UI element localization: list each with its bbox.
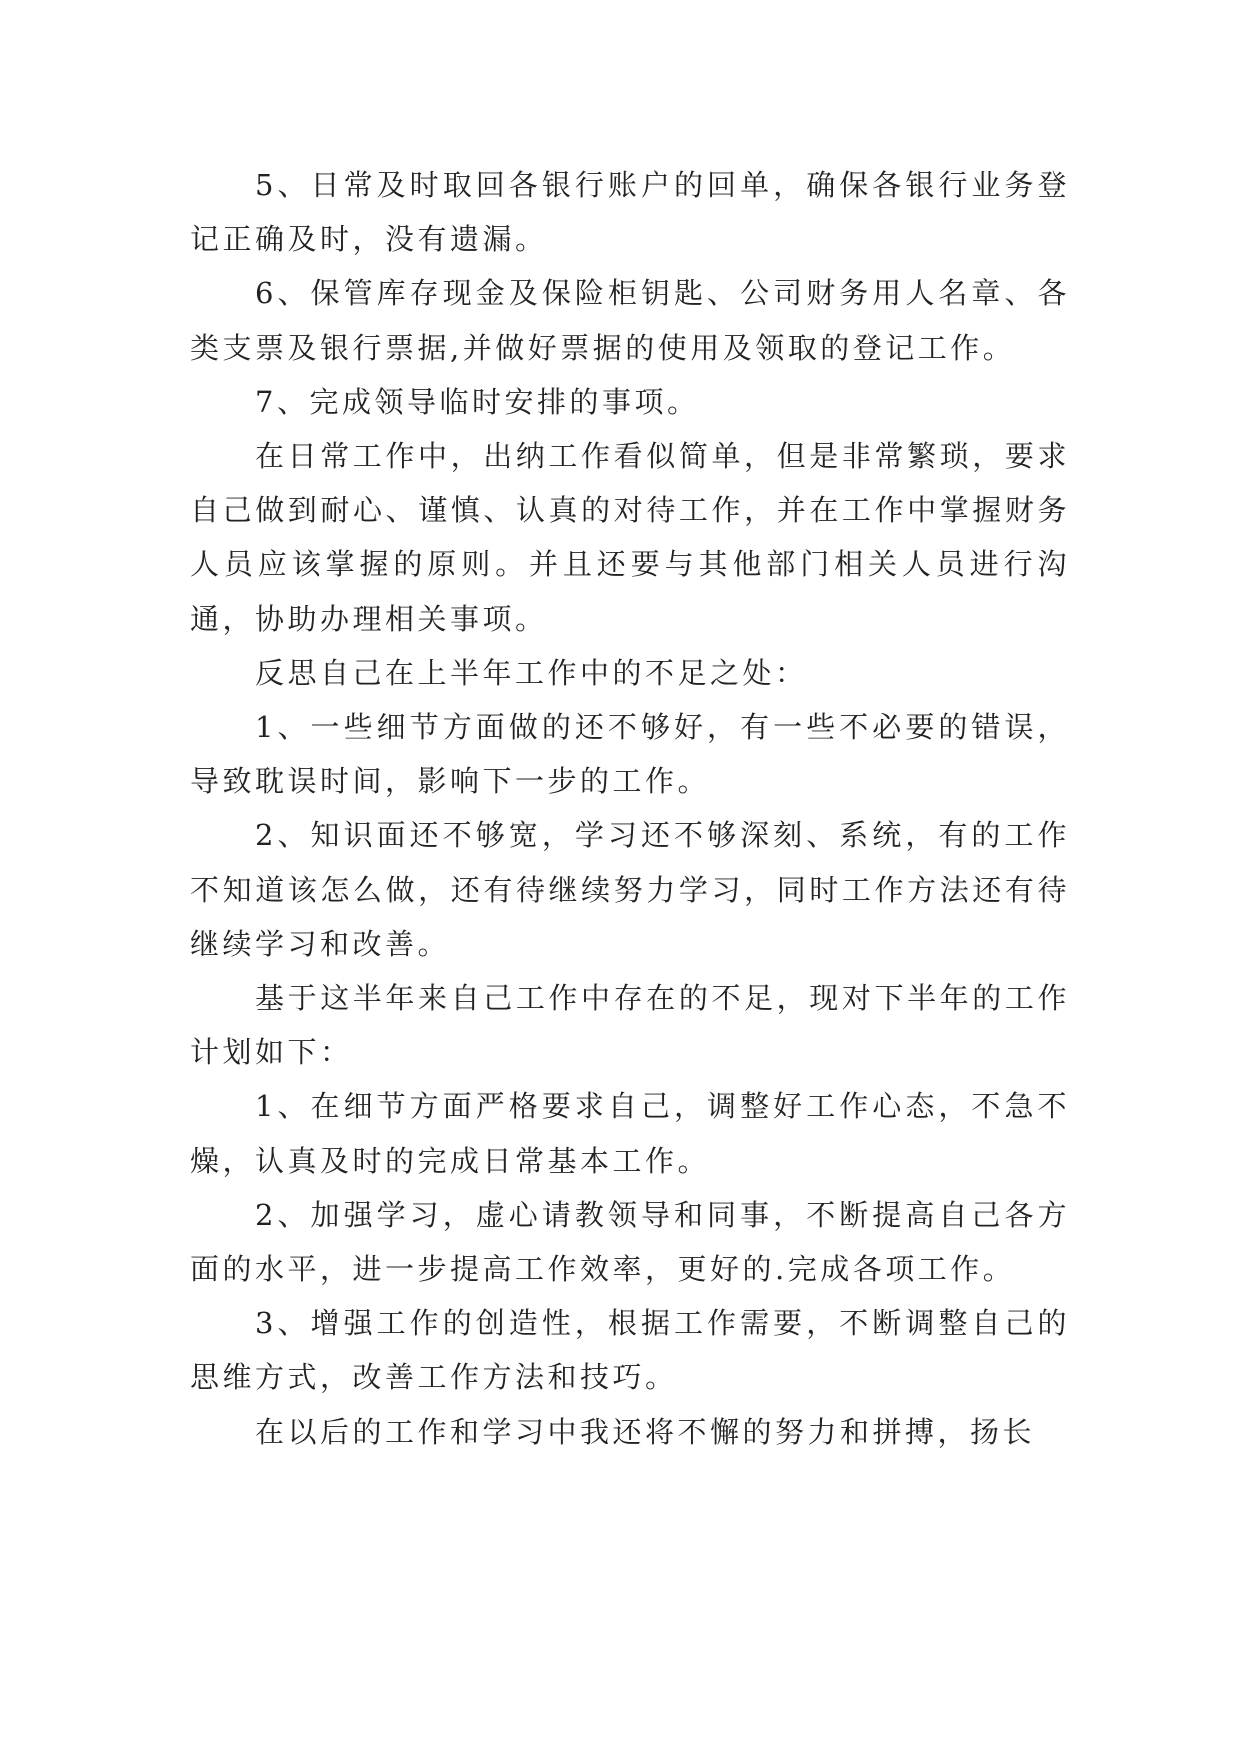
paragraph-closing: 在以后的工作和学习中我还将不懈的努力和拼搏，扬长 [255,1414,1036,1449]
paragraph-daily-work: 在日常工作中，出纳工作看似简单，但是非常繁琐，要求自己做到耐心、谨慎、认真的对待工作，并在工作中掌握财务人员应该掌握的原则。并且还要与其他部门相关人员进行沟通，协助办理相关事项。 [190,439,1070,636]
paragraph-plan-heading: 基于这半年来自己工作中存在的不足，现对下半年的工作计划如下： [190,981,1070,1070]
paragraph-reflection-heading: 反思自己在上半年工作中的不足之处： [255,655,808,690]
paragraph-plan-2: 2、加强学习，虚心请教领导和同事，不断提高自己各方面的水平，进一步提高工作效率，更好的.完成各项工作。 [190,1197,1070,1287]
paragraph-item-6: 6、保管库存现金及保险柜钥匙、公司财务用人名章、各类支票及银行票据,并做好票据的使用及领取的登记工作。 [190,276,1070,365]
paragraph-item-7: 7、完成领导临时安排的事项。 [255,384,700,419]
paragraph-plan-3: 3、增强工作的创造性，根据工作需要，不断调整自己的思维方式，改善工作方法和技巧。 [190,1306,1070,1395]
document-body [190,158,1070,1459]
paragraph-item-5: 5、日常及时取回各银行账户的回单，确保各银行业务登记正确及时，没有遗漏。 [190,168,1070,257]
paragraph-plan-1: 1、在细节方面严格要求自己，调整好工作心态，不急不燥，认真及时的完成日常基本工作。 [190,1089,1070,1178]
paragraph-shortcoming-2: 2、知识面还不够宽，学习还不够深刻、系统，有的工作不知道该怎么做，还有待继续努力学习，同时工作方法还有待继续学习和改善。 [190,818,1070,961]
paragraph-shortcoming-1: 1、一些细节方面做的还不够好，有一些不必要的错误，导致耽误时间，影响下一步的工作。 [190,710,1070,799]
